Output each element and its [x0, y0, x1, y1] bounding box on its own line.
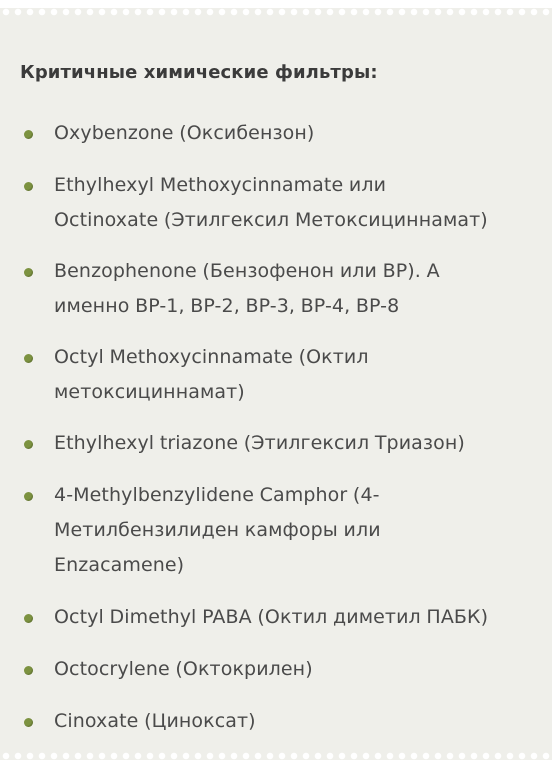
bullet-icon	[24, 130, 33, 139]
list-item-line: Octyl Methoxycinnamate (Октил	[54, 346, 369, 368]
list-item-line: именно BP-1, BP-2, BP-3, BP-4, BP-8	[54, 295, 400, 317]
section-heading: Критичные химические фильтры:	[20, 62, 378, 83]
list-item-text: Ethylhexyl triazone (Этилгексил Триазон)	[54, 432, 465, 454]
bullet-icon	[24, 268, 33, 277]
bullet-icon	[24, 666, 33, 675]
list-item-line: Ethylhexyl Methoxycinnamate или	[54, 174, 387, 196]
list-item-line: 4-Methylbenzylidene Camphor (4-	[54, 484, 380, 506]
list-item-text	[54, 478, 552, 583]
bullet-icon	[24, 492, 33, 501]
list-item-text	[54, 254, 552, 324]
list-item-text: Octyl Dimethyl PABA (Октил диметил ПАБК)	[54, 606, 489, 628]
bullet-icon	[24, 182, 33, 191]
list-item-line: Octinoxate (Этилгексил Метоксициннамат)	[54, 209, 488, 231]
perforated-edge-top	[0, 8, 552, 16]
list-item-text	[54, 168, 552, 238]
list-item-text	[54, 340, 552, 410]
bullet-icon	[24, 614, 33, 623]
perforated-edge-bottom	[0, 752, 552, 760]
list-item-line: Метилбензилиден камфоры или	[54, 519, 381, 541]
list-item-line: Enzacamene)	[54, 554, 185, 576]
list-item-text: Octocrylene (Октокрилен)	[54, 658, 313, 680]
bullet-icon	[24, 718, 33, 727]
list-item-text: Oxybenzone (Оксибензон)	[54, 122, 315, 144]
list-item-line: метоксициннамат)	[54, 381, 245, 403]
content-card	[0, 8, 552, 760]
list-item-line: Benzophenone (Бензофенон или BP). А	[54, 260, 440, 282]
list-item-text: Cinoxate (Циноксат)	[54, 710, 256, 732]
bullet-icon	[24, 440, 33, 449]
bullet-icon	[24, 354, 33, 363]
